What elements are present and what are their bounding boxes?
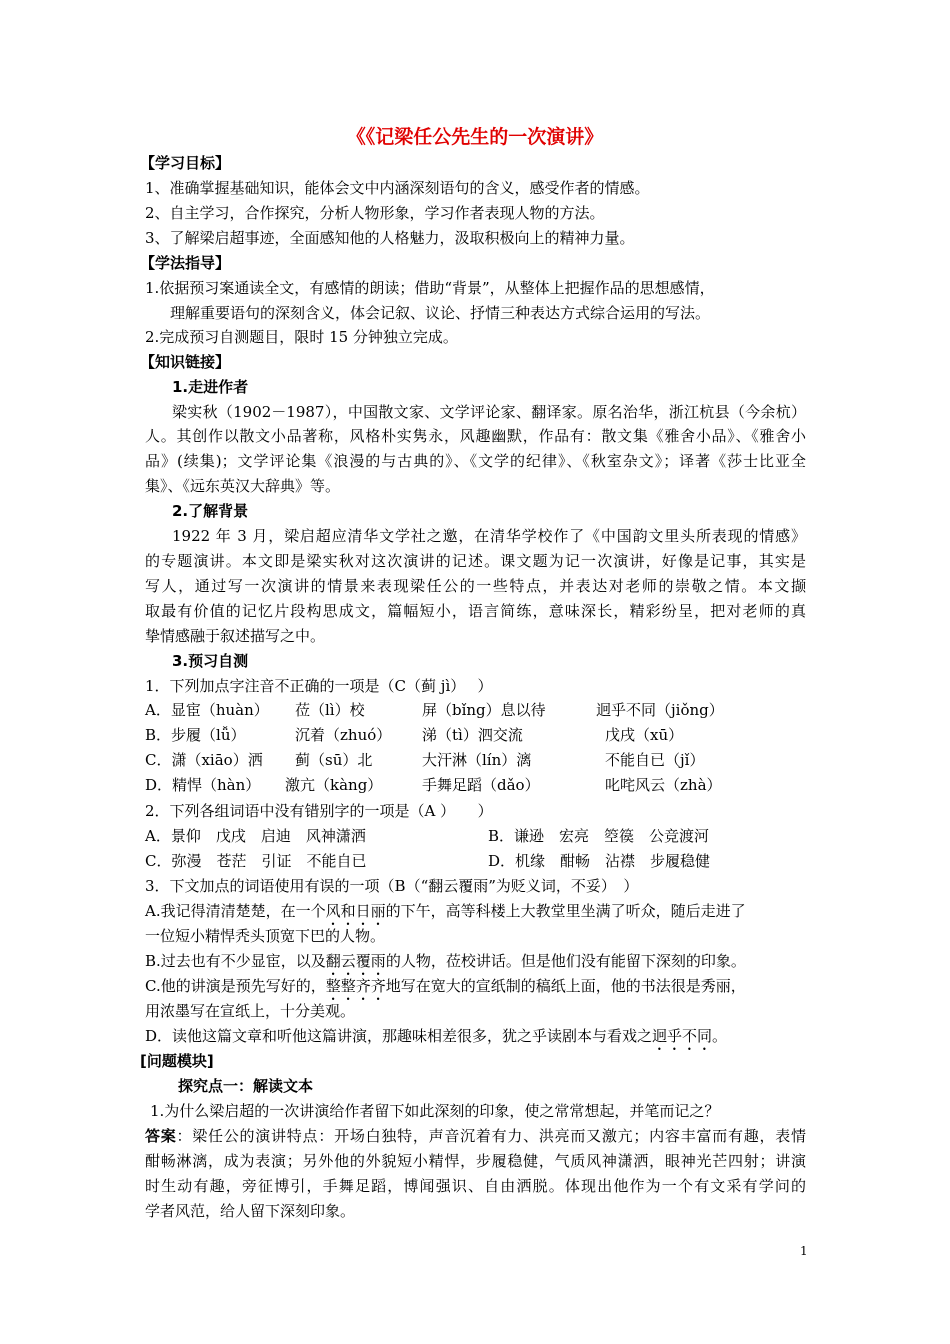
q1-b-1: B．步履（lǚ） bbox=[145, 726, 246, 744]
q3-option-c-line2: 用浓墨写在宣纸上，十分美观。 bbox=[145, 1002, 356, 1020]
background-line-5: 挚情感融于叙述描写之中。 bbox=[145, 627, 326, 645]
background-line-2: 的专题演讲。本文即是梁实秋对这次演讲的记述。课文题为记一次演讲，好像是记事，其实是 bbox=[145, 552, 806, 570]
q3-a1-emphasis: 风和日丽 bbox=[325, 902, 386, 920]
q1-c-3: 大汗淋（lín）漓 bbox=[422, 751, 532, 769]
q3-d-pre: D．读他这篇文章和听他这篇讲演，那趣味相差很多，犹之乎读剧本与看戏之 bbox=[145, 1027, 653, 1045]
q1-c-1: C．潇（xiāo）洒 bbox=[145, 751, 263, 769]
q1-a-2: 莅（lì）校 bbox=[295, 701, 365, 719]
author-heading: 1.走进作者 bbox=[172, 378, 249, 396]
q2-option-b: B．谦逊 宏亮 箜篌 公竞渡河 bbox=[488, 827, 710, 845]
page-number: 1 bbox=[800, 1244, 808, 1258]
author-line-4: 集》、《远东英汉大辞典》等。 bbox=[145, 477, 341, 495]
q3-c1-emphasis: 整整齐齐 bbox=[325, 977, 386, 995]
goal-item-2: 2、自主学习，合作探究，分析人物形象，学习作者表现人物的方法。 bbox=[145, 204, 605, 222]
page-title: 《《记梁任公先生的一次演讲》 bbox=[346, 126, 604, 148]
q3-d-post: 。 bbox=[712, 1027, 728, 1045]
q3-c1-post: 地写在宽大的宣纸制的稿纸上面，他的书法很是秀丽， bbox=[385, 977, 746, 995]
method-p2: 2.完成预习自测题目，限时 15 分钟独立完成。 bbox=[145, 328, 458, 346]
q2-option-d: D．机缘 酣畅 沾襟 步履稳健 bbox=[488, 852, 711, 870]
q1-stem: 1．下列加点字注音不正确的一项是（C（蓟 jì） ） bbox=[145, 677, 493, 695]
q1-b-4: 戊戌（xū） bbox=[605, 726, 684, 744]
answer-label: 答案 bbox=[145, 1127, 177, 1145]
goal-item-1: 1、准确掌握基础知识，能体会文中内涵深刻语句的含义，感受作者的情感。 bbox=[145, 179, 650, 197]
method-heading: 【学法指导】 bbox=[140, 254, 231, 272]
point1-heading: 探究点一：解读文本 bbox=[178, 1077, 314, 1095]
q1-c-2: 蓟（sū）北 bbox=[295, 751, 373, 769]
q3-a1-pre: A.我记得清清楚楚，在一个 bbox=[145, 902, 326, 920]
background-line-1: 1922 年 3 月，梁启超应清华文学社之邀，在清华学校作了《中国韵文里头所表现的情感》 bbox=[172, 527, 806, 545]
answer-line-1 bbox=[145, 1125, 806, 1147]
q3-b-pre: B.过去也有不少显宦，以及 bbox=[145, 952, 326, 970]
method-p1a: 1.依据预习案通读全文，有感情的朗读；借助“背景”，从整体上把握作品的思想感情， bbox=[145, 279, 715, 297]
q3-a1-post: 的下午，高等科楼上大教堂里坐满了听众，随后走进了 bbox=[385, 902, 746, 920]
background-heading: 2.了解背景 bbox=[172, 502, 249, 520]
q2-stem: 2．下列各组词语中没有错别字的一项是（A ） ） bbox=[145, 802, 493, 820]
background-line-3: 写人，通过写一次演讲的情景来表现梁任公的一些特点，并表达对老师的崇敬之情。本文撷 bbox=[145, 577, 806, 595]
knowledge-heading: 【知识链接】 bbox=[140, 353, 231, 371]
goals-heading: 【学习目标】 bbox=[140, 154, 231, 172]
goal-item-3: 3、了解梁启超事迹，全面感知他的人格魅力，汲取积极向上的精神力量。 bbox=[145, 229, 635, 247]
q3-option-d bbox=[145, 1025, 727, 1054]
test-heading: 3.预习自测 bbox=[172, 652, 249, 670]
q1-d-3: 手舞足蹈（dǎo） bbox=[422, 776, 540, 794]
answer-line-2: 酣畅淋漓，成为表演；另外他的外貌短小精悍，步履稳健，气质风神潇洒，眼神光芒四射；讲演 bbox=[145, 1152, 806, 1170]
q2-option-c: C．弥漫 苍茫 引证 不能自已 bbox=[145, 852, 367, 870]
problem-question: 1.为什么梁启超的一次讲演给作者留下如此深刻的印象，使之常常想起，并笔而记之？ bbox=[150, 1102, 720, 1120]
q1-d-4: 叱咤风云（zhà） bbox=[605, 776, 722, 794]
q1-a-4: 迥乎不同（jiǒng） bbox=[596, 701, 724, 719]
q3-b-post: 的人物，莅校讲话。但是他们没有能留下深刻的印象。 bbox=[385, 952, 746, 970]
q1-a-1: A．显宦（huàn） bbox=[145, 701, 269, 719]
q1-b-3: 涕（tì）泗交流 bbox=[422, 726, 523, 744]
background-line-4: 取最有价值的记忆片段构思成文，篇幅短小，语言简练，意味深长，精彩纷呈，把对老师的真 bbox=[145, 602, 806, 620]
q1-d-1: D．精悍（hàn） bbox=[145, 776, 261, 794]
q3-stem: 3．下文加点的词语使用有误的一项（B（“翻云覆雨”为贬义词，不妥） ） bbox=[145, 877, 639, 895]
author-line-2: 人。其创作以散文小品著称，风格朴实隽永，风趣幽默，作品有：散文集《雅舍小品》、《雅舍小 bbox=[145, 427, 806, 445]
q3-option-a-line2: 一位短小精悍秃头顶宽下巴的人物。 bbox=[145, 927, 386, 945]
q3-b-emphasis: 翻云覆雨 bbox=[325, 952, 386, 970]
author-line-1: 梁实秋（1902－1987），中国散文家、文学评论家、翻译家。原名治华，浙江杭县（今余杭） bbox=[172, 403, 806, 421]
problem-heading: [问题模块] bbox=[140, 1052, 214, 1070]
answer-line-4: 学者风范，给人留下深刻印象。 bbox=[145, 1202, 356, 1220]
q1-c-4: 不能自已（jǐ） bbox=[605, 751, 705, 769]
q1-d-2: 激亢（kàng） bbox=[285, 776, 383, 794]
q3-c1-pre: C.他的讲演是预先写好的， bbox=[145, 977, 326, 995]
q2-option-a: A．景仰 戊戌 启迪 风神潇洒 bbox=[145, 827, 366, 845]
answer-text-1: ：梁任公的演讲特点：开场白独特，声音沉着有力、洪亮而又激亢；内容丰富而有趣，表情 bbox=[176, 1127, 806, 1145]
q1-a-3: 屏（bǐng）息以待 bbox=[422, 701, 546, 719]
method-p1b: 理解重要语句的深刻含义，体会记叙、议论、抒情三种表达方式综合运用的写法。 bbox=[170, 304, 711, 322]
author-line-3: 品》(续集)；文学评论集《浪漫的与古典的》、《文学的纪律》、《秋室杂文》；译著《莎士比亚全 bbox=[145, 452, 806, 470]
answer-line-3: 时生动有趣，旁征博引，手舞足蹈，博闻强识、自由洒脱。体现出他作为一个有文采有学问的 bbox=[145, 1177, 806, 1195]
q1-b-2: 沉着（zhuó） bbox=[295, 726, 392, 744]
q3-d-emphasis: 迥乎不同 bbox=[652, 1027, 713, 1045]
